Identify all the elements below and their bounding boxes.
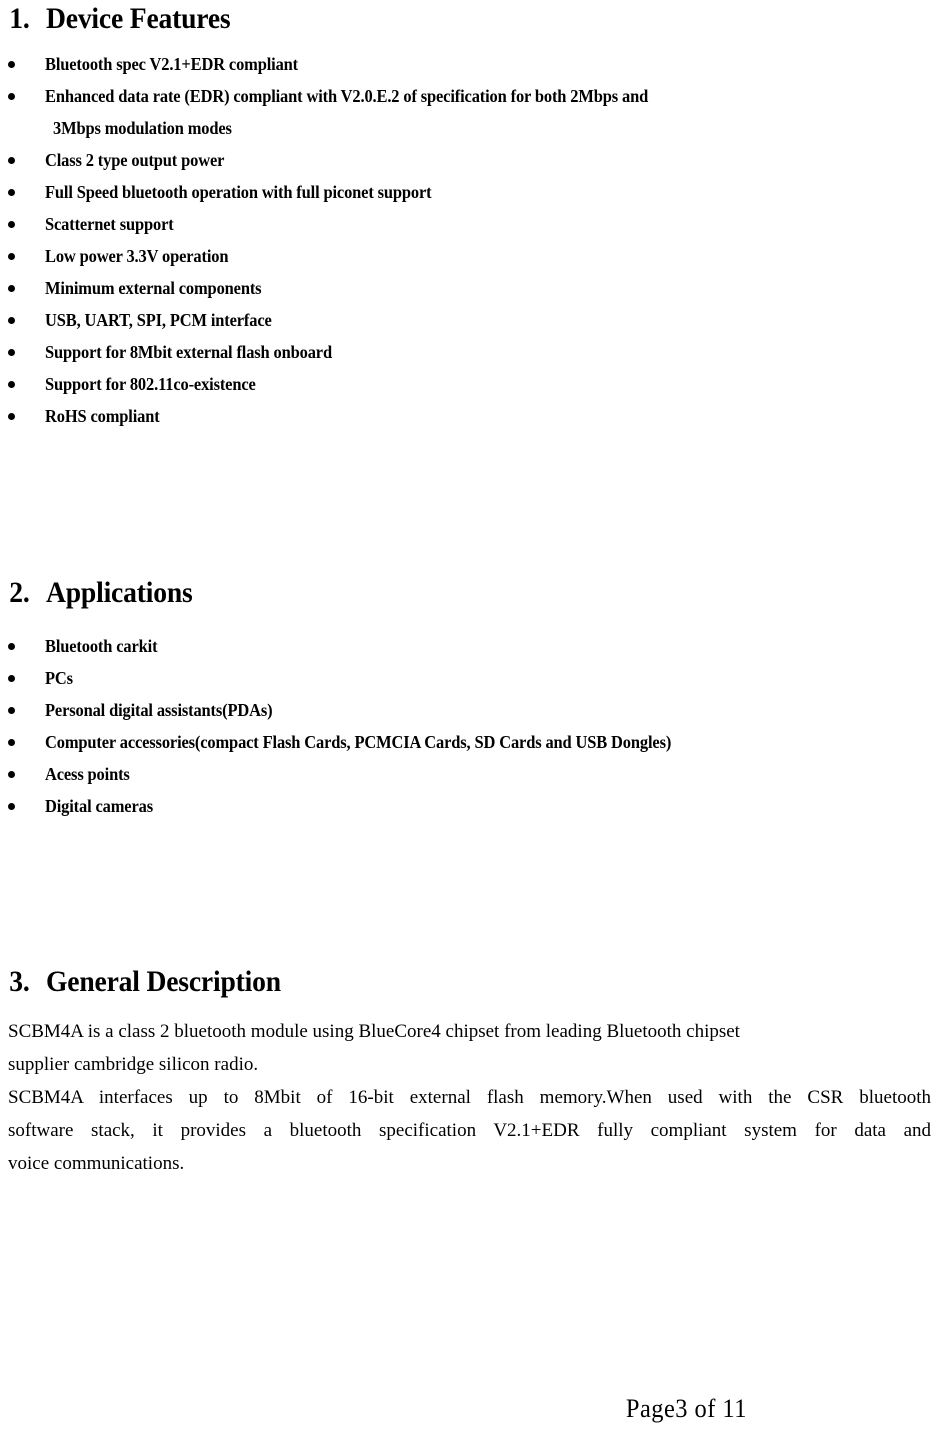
section-general-description [0, 963, 931, 1001]
bullet-dot-icon [8, 707, 15, 714]
list-item-label: Full Speed bluetooth operation with full piconet support [45, 182, 432, 202]
list-item [0, 694, 931, 726]
list-item-label: Bluetooth spec V2.1+EDR compliant [45, 54, 299, 74]
bullet-dot-icon [8, 61, 15, 68]
list-item [0, 144, 931, 176]
section-title-2: Applications [46, 576, 193, 609]
list-item-label: Class 2 type output power [45, 150, 225, 170]
list-item-label: Enhanced data rate (EDR) compliant with V2.0.E.2 of specification for both 2Mbps and [45, 86, 649, 106]
list-item [0, 336, 931, 368]
section-applications [0, 574, 931, 612]
bullet-dot-icon [8, 739, 15, 746]
paragraph-line: SCBM4A interfaces up to 8Mbit of 16-bit external flash memory.When used with the CSR bluetooth [8, 1087, 931, 1108]
list-item [0, 790, 931, 822]
list-item-label: USB, UART, SPI, PCM interface [45, 310, 272, 330]
bullets-device-features [0, 48, 931, 432]
bullet-dot-icon [8, 253, 15, 260]
list-item [0, 726, 931, 758]
list-item-label: Acess points [45, 764, 130, 784]
bullet-dot-icon [8, 285, 15, 292]
list-item [0, 400, 931, 432]
list-item [0, 48, 931, 80]
bullet-dot-icon [8, 221, 15, 228]
bullet-dot-icon [8, 317, 15, 324]
list-item-label: RoHS compliant [45, 406, 160, 426]
list-item-label: Computer accessories(compact Flash Cards, PCMCIA Cards, SD Cards and USB Dongles) [45, 732, 672, 752]
list-item [0, 176, 931, 208]
list-item-continuation-label: 3Mbps modulation modes [53, 118, 232, 138]
section-title-3: General Description [46, 965, 281, 998]
bullet-dot-icon [8, 157, 15, 164]
bullet-dot-icon [8, 93, 15, 100]
list-item [0, 240, 931, 272]
paragraph-line: supplier cambridge silicon radio. [8, 1054, 259, 1075]
paragraph-line: SCBM4A is a class 2 bluetooth module using BlueCore4 chipset from leading Bluetooth chipset [8, 1021, 740, 1042]
paragraph-line: voice communications. [8, 1153, 185, 1174]
section-device-features [0, 0, 931, 38]
section-title-1: Device Features [46, 2, 231, 35]
list-item [0, 662, 931, 694]
bullet-list-applications [0, 630, 931, 822]
list-item [0, 630, 931, 662]
general-description-body [8, 1015, 931, 1180]
section-number-2: 2. [9, 576, 30, 609]
section-heading-1 [0, 0, 857, 38]
list-item-label: Support for 8Mbit external flash onboard [45, 342, 332, 362]
section-heading-2 [0, 574, 857, 612]
list-item [0, 208, 931, 240]
bullet-dot-icon [8, 771, 15, 778]
list-item-label: Scatternet support [45, 214, 174, 234]
page-number-label: Page3 of 11 [625, 1394, 747, 1423]
bullet-dot-icon [8, 381, 15, 388]
section-number-1: 1. [9, 2, 30, 35]
bullet-dot-icon [8, 349, 15, 356]
list-item [0, 758, 931, 790]
bullet-dot-icon [8, 643, 15, 650]
section-number-3: 3. [9, 965, 30, 998]
list-item [0, 368, 931, 400]
bullet-dot-icon [8, 803, 15, 810]
list-item [0, 272, 931, 304]
list-item [0, 304, 931, 336]
bullets-applications [0, 630, 931, 822]
list-item-label: Low power 3.3V operation [45, 246, 229, 266]
bullet-dot-icon [8, 189, 15, 196]
list-item-label: Personal digital assistants(PDAs) [45, 700, 273, 720]
list-item-label: Digital cameras [45, 796, 153, 816]
list-item [0, 80, 931, 112]
bullet-dot-icon [8, 413, 15, 420]
list-item-label: PCs [45, 668, 73, 688]
list-item-label: Bluetooth carkit [45, 636, 158, 656]
list-item-label: Support for 802.11co-existence [45, 374, 256, 394]
bullet-dot-icon [8, 675, 15, 682]
bullet-list-device-features [0, 48, 931, 432]
list-item-label: Minimum external components [45, 278, 262, 298]
list-item-continuation [0, 112, 931, 144]
paragraph-line: software stack, it provides a bluetooth specification V2.1+EDR fully compliant system for data and [8, 1120, 931, 1141]
page-footer [28, 1392, 903, 1426]
section-heading-3 [0, 963, 857, 1001]
